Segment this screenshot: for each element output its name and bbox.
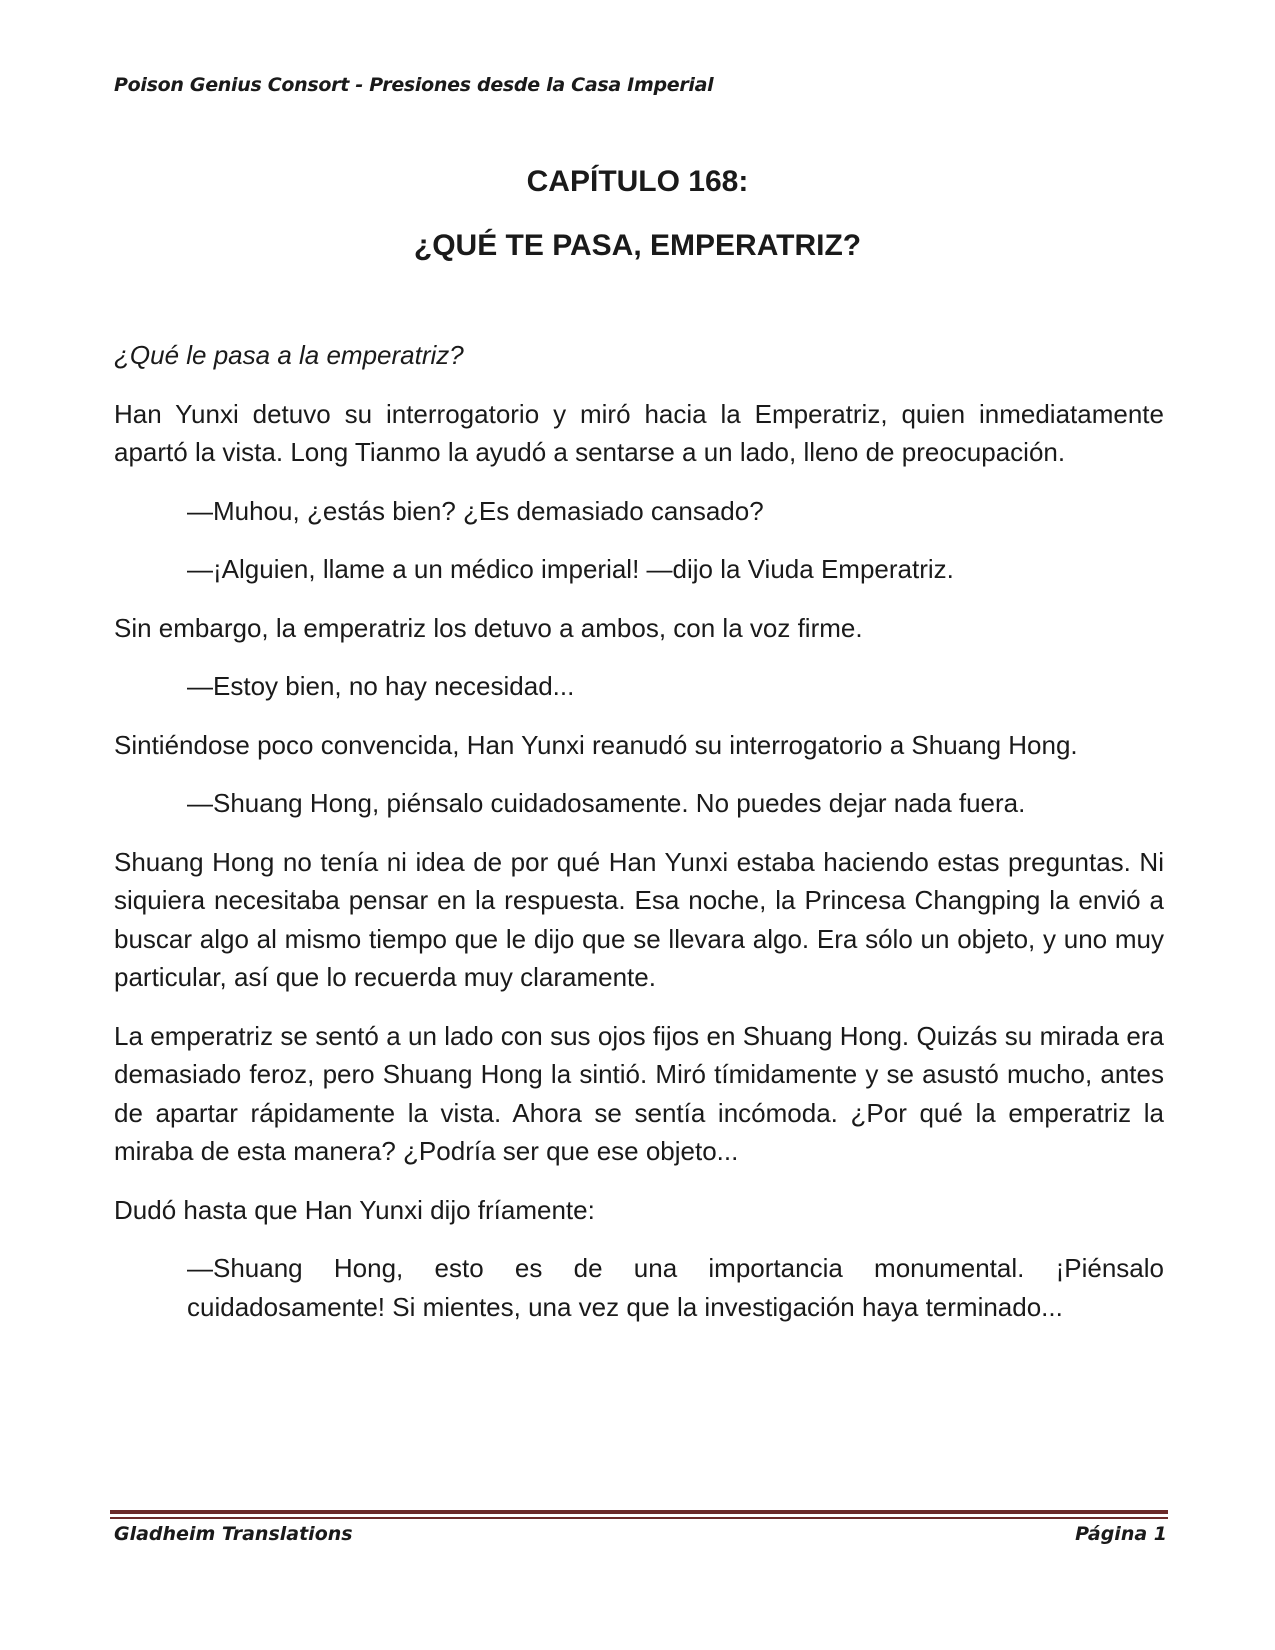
narrative-paragraph: La emperatriz se sentó a un lado con sus ojos fijos en Shuang Hong. Quizás su mirada era demasiado feroz, pero Shuang Hong la sintió. Miró tímidamente y se asustó mucho, antes de apartar rápidamente la vista. Ahora se sentía incómoda. ¿Por qué la emperatriz la miraba de esta manera? ¿Podría ser que ese objeto... <box>114 1020 1164 1166</box>
dialogue-line: —Estoy bien, no hay necesidad... <box>187 671 575 701</box>
dialogue-line: —Shuang Hong, esto es de una importancia monumental. ¡Piénsalo cuidadosamente! Si mientes, una vez que la investigación haya terminado... <box>187 1253 1164 1322</box>
page-number: Página 1 <box>1075 1523 1167 1545</box>
running-header: Poison Genius Consort - Presiones desde la Casa Imperial <box>114 74 714 96</box>
footer-translator: Gladheim Translations <box>114 1523 353 1545</box>
chapter-body <box>114 336 1164 1346</box>
narrative-paragraph: Dudó hasta que Han Yunxi dijo fríamente: <box>114 1194 595 1225</box>
narrative-paragraph: Sin embargo, la emperatriz los detuvo a ambos, con la voz firme. <box>114 612 863 643</box>
footer-rule-thick <box>110 1510 1168 1514</box>
chapter-number: CAPÍTULO 168: <box>526 165 749 198</box>
footer-rule-thin <box>110 1517 1168 1519</box>
dialogue-line: —Muhou, ¿estás bien? ¿Es demasiado cansado? <box>187 495 764 526</box>
dialogue-line: —Shuang Hong, piénsalo cuidadosamente. No puedes dejar nada fuera. <box>187 788 1026 818</box>
opening-question: ¿Qué le pasa a la emperatriz? <box>114 340 464 370</box>
narrative-paragraph: Han Yunxi detuvo su interrogatorio y miró hacia la Emperatriz, quien inmediatamente apartó la vista. Long Tianmo la ayudó a sentarse a un lado, lleno de preocupación. <box>114 398 1164 467</box>
chapter-title: ¿QUÉ TE PASA, EMPERATRIZ? <box>413 229 862 262</box>
narrative-paragraph: Sintiéndose poco convencida, Han Yunxi reanudó su interrogatorio a Shuang Hong. <box>114 729 1078 760</box>
dialogue-line: —¡Alguien, llame a un médico imperial! —dijo la Viuda Emperatriz. <box>187 554 954 584</box>
chapter-heading <box>0 150 1275 278</box>
narrative-paragraph: Shuang Hong no tenía ni idea de por qué Han Yunxi estaba haciendo estas preguntas. Ni siquiera necesitaba pensar en la respuesta. Esa noche, la Princesa Changping la envió a buscar algo al mismo tiempo que le dijo que se llevara algo. Era sólo un objeto, y uno muy particular, así que lo recuerda muy claramente. <box>114 846 1164 992</box>
